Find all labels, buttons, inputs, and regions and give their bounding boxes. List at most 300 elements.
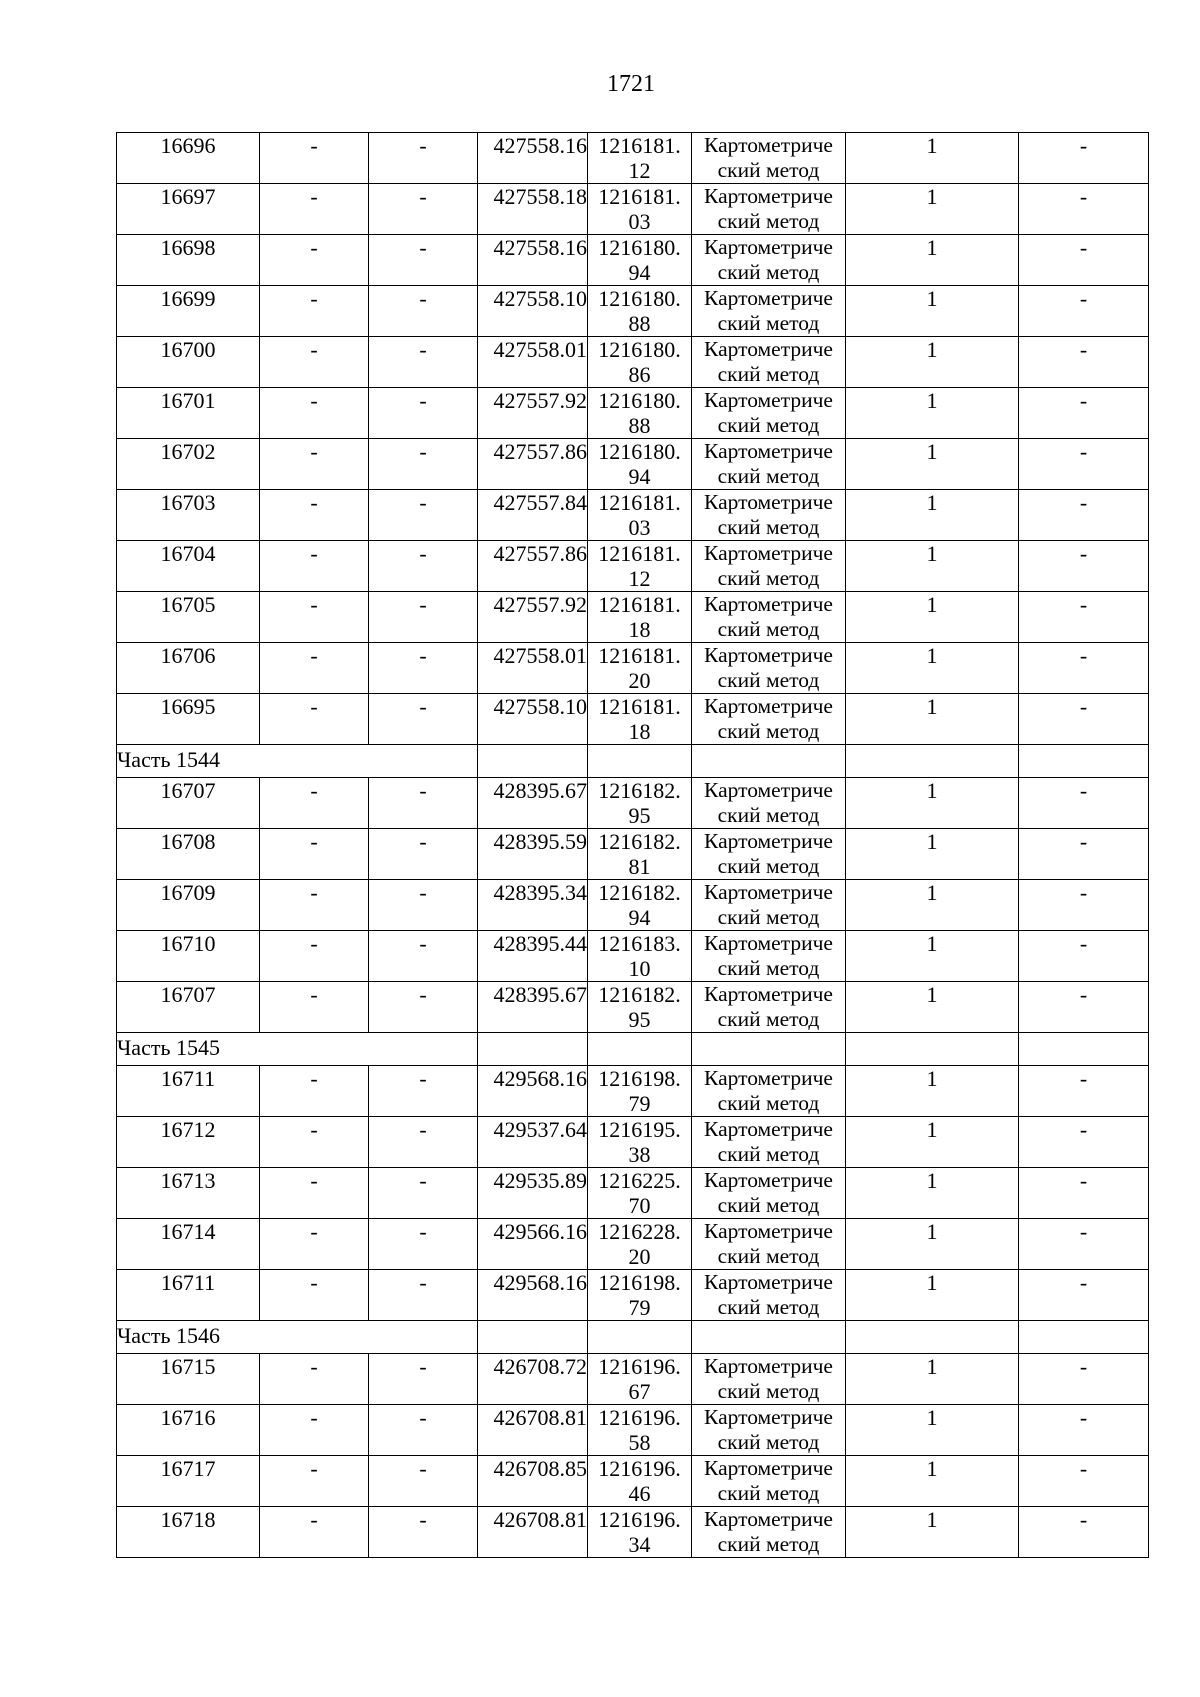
- method-cell: [692, 1168, 846, 1219]
- x-coordinate-text: 427557.86: [493, 541, 587, 566]
- method-cell: [692, 184, 846, 235]
- point-number-text: 16709: [160, 880, 216, 905]
- dash-text: -: [419, 778, 427, 803]
- method-cell: [692, 1354, 846, 1405]
- dash-cell: [369, 829, 478, 880]
- y-coordinate-text: 1216181.: [598, 133, 681, 158]
- method-text: Картометриче: [704, 1456, 833, 1480]
- method-cell: [692, 1270, 846, 1321]
- method-text: ский метод: [717, 1430, 820, 1454]
- dash-cell: [1019, 694, 1149, 745]
- dash-text: -: [310, 490, 318, 515]
- dash-text: -: [310, 931, 318, 956]
- x-coordinate-text: 427558.10: [493, 286, 587, 311]
- dash-text: -: [419, 133, 427, 158]
- dash-text: -: [310, 1456, 318, 1481]
- dash-cell: [369, 133, 478, 184]
- point-number-text: 16705: [160, 592, 216, 617]
- x-coordinate-cell: [478, 235, 588, 286]
- y-coordinate-text: 12: [628, 566, 651, 591]
- method-cell: [692, 880, 846, 931]
- x-coordinate-text: 426708.81: [493, 1405, 587, 1430]
- method-cell: [692, 694, 846, 745]
- x-coordinate-cell: [478, 982, 588, 1033]
- point-number-cell: [117, 592, 260, 643]
- y-coordinate-text: 1216182.: [598, 982, 681, 1007]
- dash-text: -: [419, 694, 427, 719]
- accuracy-text: 1: [926, 490, 938, 515]
- dash-cell: [1019, 490, 1149, 541]
- empty-cell: [846, 1321, 1019, 1354]
- accuracy-text: 1: [926, 694, 938, 719]
- dash-text: -: [419, 286, 427, 311]
- dash-cell: [369, 1219, 478, 1270]
- accuracy-cell: [846, 286, 1019, 337]
- accuracy-text: 1: [926, 982, 938, 1007]
- point-number-text: 16700: [160, 337, 216, 362]
- y-coordinate-text: 1216196.: [598, 1405, 681, 1430]
- x-coordinate-text: 429537.64: [493, 1117, 587, 1142]
- dash-text: -: [310, 694, 318, 719]
- accuracy-text: 1: [926, 439, 938, 464]
- point-number-text: 16717: [160, 1456, 216, 1481]
- dash-text: -: [419, 490, 427, 515]
- y-coordinate-text: 1216181.: [598, 694, 681, 719]
- method-cell: [692, 439, 846, 490]
- y-coordinate-text: 1216181.: [598, 490, 681, 515]
- accuracy-cell: [846, 1270, 1019, 1321]
- x-coordinate-cell: [478, 388, 588, 439]
- accuracy-cell: [846, 184, 1019, 235]
- y-coordinate-text: 1216196.: [598, 1456, 681, 1481]
- point-number-text: 16718: [160, 1507, 216, 1532]
- table-row: [117, 439, 1149, 490]
- accuracy-cell: [846, 439, 1019, 490]
- x-coordinate-cell: [478, 1270, 588, 1321]
- accuracy-cell: [846, 829, 1019, 880]
- x-coordinate-text: 426708.85: [493, 1456, 587, 1481]
- accuracy-cell: [846, 1456, 1019, 1507]
- method-cell: [692, 1066, 846, 1117]
- point-number-cell: [117, 1066, 260, 1117]
- dash-text: -: [310, 1507, 318, 1532]
- y-coordinate-text: 1216228.: [598, 1219, 681, 1244]
- empty-cell: [478, 1033, 588, 1066]
- x-coordinate-cell: [478, 490, 588, 541]
- empty-cell: [692, 1033, 846, 1066]
- dash-text: -: [310, 541, 318, 566]
- dash-text: -: [419, 1405, 427, 1430]
- method-cell: [692, 778, 846, 829]
- accuracy-cell: [846, 880, 1019, 931]
- x-coordinate-cell: [478, 286, 588, 337]
- point-number-text: 16695: [160, 694, 216, 719]
- method-text: Картометриче: [704, 133, 833, 157]
- y-coordinate-text: 18: [628, 617, 651, 642]
- dash-text: -: [310, 184, 318, 209]
- dash-cell: [1019, 1117, 1149, 1168]
- dash-text: -: [1079, 592, 1088, 617]
- dash-cell: [1019, 235, 1149, 286]
- point-number-text: 16715: [160, 1354, 216, 1379]
- table-row: [117, 337, 1149, 388]
- method-cell: [692, 133, 846, 184]
- dash-text: -: [1079, 1117, 1088, 1142]
- y-coordinate-text: 1216225.: [598, 1168, 681, 1193]
- dash-text: -: [1079, 388, 1088, 413]
- method-text: Картометриче: [704, 1507, 833, 1531]
- point-number-cell: [117, 694, 260, 745]
- y-coordinate-text: 1216198.: [598, 1270, 681, 1295]
- dash-cell: [260, 778, 369, 829]
- dash-cell: [369, 1168, 478, 1219]
- method-text: Картометриче: [704, 439, 833, 463]
- method-text: ский метод: [717, 515, 820, 539]
- dash-cell: [369, 931, 478, 982]
- accuracy-cell: [846, 1168, 1019, 1219]
- method-cell: [692, 931, 846, 982]
- method-cell: [692, 541, 846, 592]
- point-number-cell: [117, 286, 260, 337]
- x-coordinate-text: 427558.10: [493, 694, 587, 719]
- point-number-text: 16703: [160, 490, 216, 515]
- y-coordinate-text: 88: [628, 413, 651, 438]
- method-text: ский метод: [717, 158, 820, 182]
- x-coordinate-cell: [478, 1456, 588, 1507]
- y-coordinate-cell: [588, 1405, 692, 1456]
- table-row: [117, 592, 1149, 643]
- accuracy-text: 1: [926, 1507, 938, 1532]
- method-text: Картометриче: [704, 1066, 833, 1090]
- dash-cell: [1019, 1219, 1149, 1270]
- y-coordinate-text: 58: [628, 1430, 651, 1455]
- x-coordinate-text: 427558.01: [493, 643, 587, 668]
- dash-cell: [369, 694, 478, 745]
- table-row: [117, 235, 1149, 286]
- dash-cell: [260, 1117, 369, 1168]
- dash-cell: [1019, 1168, 1149, 1219]
- x-coordinate-text: 427557.86: [493, 439, 587, 464]
- accuracy-cell: [846, 1354, 1019, 1405]
- dash-cell: [1019, 184, 1149, 235]
- method-cell: [692, 1405, 846, 1456]
- x-coordinate-text: 428395.67: [493, 982, 587, 1007]
- point-number-cell: [117, 1270, 260, 1321]
- point-number-text: 16714: [160, 1219, 216, 1244]
- dash-cell: [260, 643, 369, 694]
- y-coordinate-cell: [588, 778, 692, 829]
- dash-cell: [1019, 1405, 1149, 1456]
- y-coordinate-cell: [588, 541, 692, 592]
- method-text: Картометриче: [704, 1117, 833, 1141]
- dash-cell: [1019, 439, 1149, 490]
- x-coordinate-cell: [478, 880, 588, 931]
- method-cell: [692, 235, 846, 286]
- point-number-text: 16707: [160, 778, 216, 803]
- x-coordinate-text: 427558.16: [493, 133, 587, 158]
- accuracy-cell: [846, 1219, 1019, 1270]
- method-text: ский метод: [717, 1481, 820, 1505]
- table-body: [117, 133, 1149, 1558]
- dash-text: -: [1079, 286, 1088, 311]
- accuracy-text: 1: [926, 778, 938, 803]
- method-text: Картометриче: [704, 592, 833, 616]
- y-coordinate-cell: [588, 592, 692, 643]
- dash-cell: [260, 337, 369, 388]
- method-cell: [692, 643, 846, 694]
- dash-text: -: [310, 1405, 318, 1430]
- dash-text: -: [419, 829, 427, 854]
- y-coordinate-text: 1216198.: [598, 1066, 681, 1091]
- method-text: ский метод: [717, 956, 820, 980]
- method-text: Картометриче: [704, 184, 833, 208]
- empty-cell: [692, 1321, 846, 1354]
- table-row: [117, 982, 1149, 1033]
- y-coordinate-cell: [588, 1270, 692, 1321]
- empty-cell: [478, 1321, 588, 1354]
- method-text: ский метод: [717, 1244, 820, 1268]
- accuracy-text: 1: [926, 184, 938, 209]
- x-coordinate-cell: [478, 1066, 588, 1117]
- dash-text: -: [310, 235, 318, 260]
- y-coordinate-cell: [588, 1117, 692, 1168]
- y-coordinate-cell: [588, 1066, 692, 1117]
- y-coordinate-text: 1216181.: [598, 592, 681, 617]
- section-label: Часть 1544: [117, 745, 478, 778]
- y-coordinate-text: 1216180.: [598, 235, 681, 260]
- accuracy-cell: [846, 643, 1019, 694]
- point-number-text: 16702: [160, 439, 216, 464]
- point-number-text: 16699: [160, 286, 216, 311]
- method-text: Картометриче: [704, 829, 833, 853]
- method-text: ский метод: [717, 1091, 820, 1115]
- dash-cell: [260, 1066, 369, 1117]
- table-row: [117, 388, 1149, 439]
- accuracy-cell: [846, 1507, 1019, 1558]
- dash-text: -: [1079, 541, 1088, 566]
- dash-cell: [260, 1270, 369, 1321]
- y-coordinate-text: 95: [628, 1007, 651, 1032]
- method-text: Картометриче: [704, 982, 833, 1006]
- dash-text: -: [310, 1168, 318, 1193]
- point-number-cell: [117, 541, 260, 592]
- y-coordinate-text: 1216181.: [598, 541, 681, 566]
- method-text: ский метод: [717, 1295, 820, 1319]
- dash-cell: [1019, 1456, 1149, 1507]
- y-coordinate-text: 86: [628, 362, 651, 387]
- point-number-text: 16706: [160, 643, 216, 668]
- dash-text: -: [419, 337, 427, 362]
- method-text: Картометриче: [704, 1270, 833, 1294]
- table-row: [117, 1168, 1149, 1219]
- accuracy-text: 1: [926, 931, 938, 956]
- point-number-cell: [117, 829, 260, 880]
- point-number-text: 16708: [160, 829, 216, 854]
- dash-cell: [1019, 1354, 1149, 1405]
- point-number-text: 16696: [160, 133, 216, 158]
- y-coordinate-text: 12: [628, 158, 651, 183]
- dash-text: -: [419, 184, 427, 209]
- table-row: [117, 490, 1149, 541]
- dash-text: -: [419, 982, 427, 1007]
- x-coordinate-text: 429568.16: [493, 1270, 587, 1295]
- accuracy-cell: [846, 490, 1019, 541]
- dash-cell: [260, 982, 369, 1033]
- y-coordinate-cell: [588, 133, 692, 184]
- point-number-cell: [117, 1456, 260, 1507]
- dash-cell: [369, 337, 478, 388]
- dash-text: -: [310, 643, 318, 668]
- method-text: Картометриче: [704, 490, 833, 514]
- point-number-text: 16711: [160, 1270, 216, 1295]
- dash-text: -: [1079, 931, 1088, 956]
- accuracy-text: 1: [926, 1219, 938, 1244]
- method-cell: [692, 1507, 846, 1558]
- dash-cell: [260, 592, 369, 643]
- section-label: Часть 1546: [117, 1321, 478, 1354]
- empty-cell: [846, 745, 1019, 778]
- y-coordinate-cell: [588, 694, 692, 745]
- dash-cell: [260, 541, 369, 592]
- y-coordinate-text: 18: [628, 719, 651, 744]
- method-text: ский метод: [717, 1532, 820, 1556]
- y-coordinate-text: 1216182.: [598, 829, 681, 854]
- y-coordinate-cell: [588, 1354, 692, 1405]
- point-number-cell: [117, 1219, 260, 1270]
- x-coordinate-text: 428395.34: [493, 880, 587, 905]
- method-cell: [692, 829, 846, 880]
- table-row: [117, 931, 1149, 982]
- method-cell: [692, 286, 846, 337]
- table-row: [117, 1507, 1149, 1558]
- x-coordinate-cell: [478, 1507, 588, 1558]
- y-coordinate-cell: [588, 184, 692, 235]
- dash-cell: [260, 286, 369, 337]
- x-coordinate-cell: [478, 778, 588, 829]
- dash-cell: [260, 694, 369, 745]
- dash-text: -: [419, 1066, 427, 1091]
- accuracy-text: 1: [926, 1354, 938, 1379]
- empty-cell: [1019, 745, 1149, 778]
- method-text: Картометриче: [704, 337, 833, 361]
- point-number-cell: [117, 235, 260, 286]
- dash-cell: [1019, 982, 1149, 1033]
- method-text: Картометриче: [704, 778, 833, 802]
- section-label: Часть 1545: [117, 1033, 478, 1066]
- accuracy-cell: [846, 592, 1019, 643]
- point-number-text: 16712: [160, 1117, 216, 1142]
- y-coordinate-text: 94: [628, 464, 651, 489]
- dash-cell: [260, 1168, 369, 1219]
- accuracy-text: 1: [926, 337, 938, 362]
- x-coordinate-cell: [478, 439, 588, 490]
- dash-cell: [369, 1270, 478, 1321]
- method-text: ский метод: [717, 311, 820, 335]
- dash-text: -: [1079, 235, 1088, 260]
- dash-text: -: [419, 439, 427, 464]
- table-row: [117, 541, 1149, 592]
- x-coordinate-text: 428395.67: [493, 778, 587, 803]
- point-number-cell: [117, 982, 260, 1033]
- y-coordinate-text: 1216196.: [598, 1507, 681, 1532]
- dash-text: -: [419, 1219, 427, 1244]
- dash-text: -: [310, 880, 318, 905]
- method-text: Картометриче: [704, 235, 833, 259]
- y-coordinate-cell: [588, 1456, 692, 1507]
- x-coordinate-cell: [478, 1168, 588, 1219]
- dash-cell: [260, 133, 369, 184]
- dash-cell: [1019, 931, 1149, 982]
- table-row: [117, 1405, 1149, 1456]
- table-row: [117, 880, 1149, 931]
- dash-cell: [1019, 337, 1149, 388]
- coordinates-table: [116, 132, 1149, 1558]
- dash-cell: [1019, 643, 1149, 694]
- table-row: [117, 133, 1149, 184]
- dash-text: -: [1079, 490, 1088, 515]
- point-number-cell: [117, 1168, 260, 1219]
- y-coordinate-text: 1216180.: [598, 337, 681, 362]
- table-row: [117, 1066, 1149, 1117]
- section-row: [117, 1321, 1149, 1354]
- dash-text: -: [310, 337, 318, 362]
- accuracy-cell: [846, 337, 1019, 388]
- accuracy-cell: [846, 778, 1019, 829]
- dash-text: -: [310, 439, 318, 464]
- x-coordinate-cell: [478, 184, 588, 235]
- table-row: [117, 694, 1149, 745]
- dash-cell: [260, 829, 369, 880]
- x-coordinate-cell: [478, 133, 588, 184]
- method-text: Картометриче: [704, 388, 833, 412]
- point-number-cell: [117, 184, 260, 235]
- y-coordinate-text: 1216182.: [598, 880, 681, 905]
- dash-cell: [260, 1354, 369, 1405]
- method-text: ский метод: [717, 719, 820, 743]
- dash-text: -: [419, 1168, 427, 1193]
- empty-cell: [588, 1033, 692, 1066]
- dash-cell: [1019, 778, 1149, 829]
- method-cell: [692, 337, 846, 388]
- dash-cell: [260, 1219, 369, 1270]
- method-text: Картометриче: [704, 286, 833, 310]
- dash-cell: [369, 592, 478, 643]
- y-coordinate-text: 03: [628, 515, 651, 540]
- y-coordinate-text: 10: [628, 956, 651, 981]
- dash-cell: [260, 490, 369, 541]
- point-number-text: 16710: [160, 931, 216, 956]
- x-coordinate-text: 429535.89: [493, 1168, 587, 1193]
- table-row: [117, 1117, 1149, 1168]
- dash-text: -: [419, 643, 427, 668]
- y-coordinate-text: 20: [628, 668, 651, 693]
- dash-cell: [369, 490, 478, 541]
- x-coordinate-cell: [478, 931, 588, 982]
- point-number-cell: [117, 133, 260, 184]
- dash-cell: [369, 1507, 478, 1558]
- method-cell: [692, 982, 846, 1033]
- y-coordinate-text: 70: [628, 1193, 651, 1218]
- method-text: ский метод: [717, 566, 820, 590]
- accuracy-cell: [846, 133, 1019, 184]
- dash-cell: [369, 1066, 478, 1117]
- dash-cell: [1019, 388, 1149, 439]
- method-cell: [692, 1117, 846, 1168]
- accuracy-text: 1: [926, 880, 938, 905]
- method-text: ский метод: [717, 1142, 820, 1166]
- x-coordinate-cell: [478, 1219, 588, 1270]
- accuracy-text: 1: [926, 1456, 938, 1481]
